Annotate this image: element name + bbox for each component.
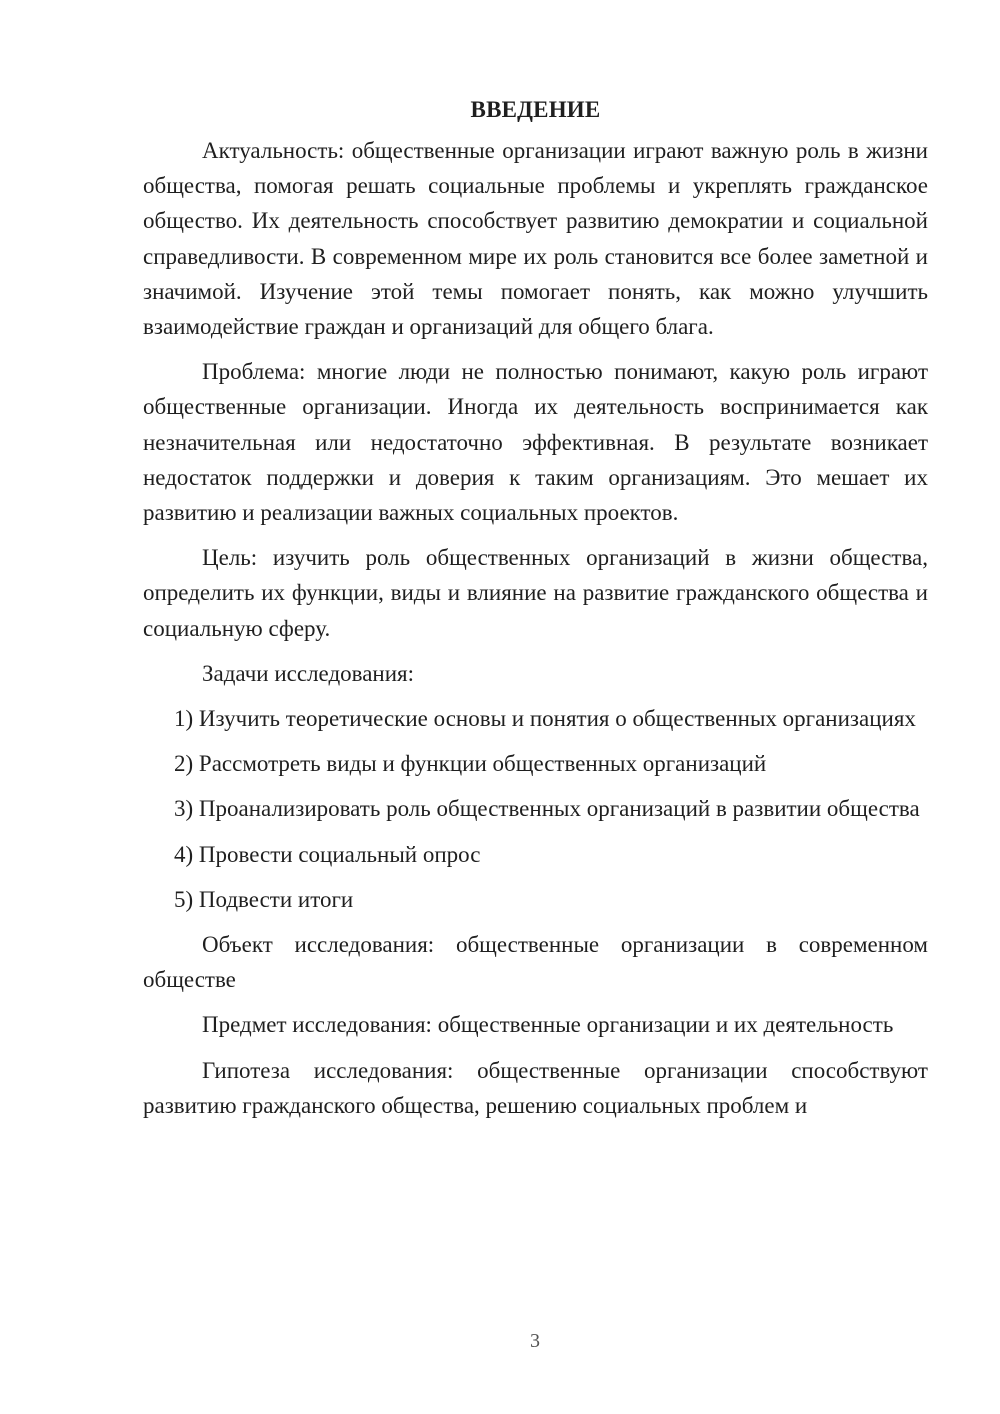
document-title: ВВЕДЕНИЕ (470, 97, 601, 122)
document-page (143, 92, 928, 1133)
task-item-5: 5) Подвести итоги (174, 886, 354, 912)
paragraph-hypothesis: Гипотеза исследования: общественные организации способствуют развитию гражданского общества, решению социальных проблем и (143, 1057, 928, 1118)
paragraph-object: Объект исследования: общественные организации в современном обществе (143, 932, 928, 993)
paragraph-problem: Проблема: многие люди не полностью понимают, какую роль играют общественные организации. Иногда их деятельность воспринимается как незначительная или недостаточно эффективная. В результате возникает недостаток поддержки и доверия к таким организациям. Это мешает их развитию и реализации важных социальных проектов. (143, 359, 928, 526)
task-item-4: 4) Провести социальный опрос (174, 841, 481, 867)
task-item-2: 2) Рассмотреть виды и функции общественных организаций (174, 751, 767, 777)
task-item-3: 3) Проанализировать роль общественных организаций в развитии общества (174, 796, 920, 822)
tasks-heading: Задачи исследования: (202, 660, 415, 686)
page-number: 3 (530, 1330, 540, 1352)
paragraph-goal: Цель: изучить роль общественных организаций в жизни общества, определить их функции, виды и влияние на развитие гражданского общества и социальную сферу. (143, 545, 928, 641)
paragraph-relevance: Актуальность: общественные организации играют важную роль в жизни общества, помогая решать социальные проблемы и укреплять гражданское общество. Их деятельность способствует развитию демократии и социальной справедливости. В современном мире их роль становится все более заметной и значимой. Изучение этой темы помогает понять, как можно улучшить взаимодействие граждан и организаций для общего блага. (143, 138, 928, 340)
task-item-1: 1) Изучить теоретические основы и понятия о общественных организациях (174, 706, 916, 732)
paragraph-subject: Предмет исследования: общественные организации и их деятельность (202, 1012, 894, 1038)
